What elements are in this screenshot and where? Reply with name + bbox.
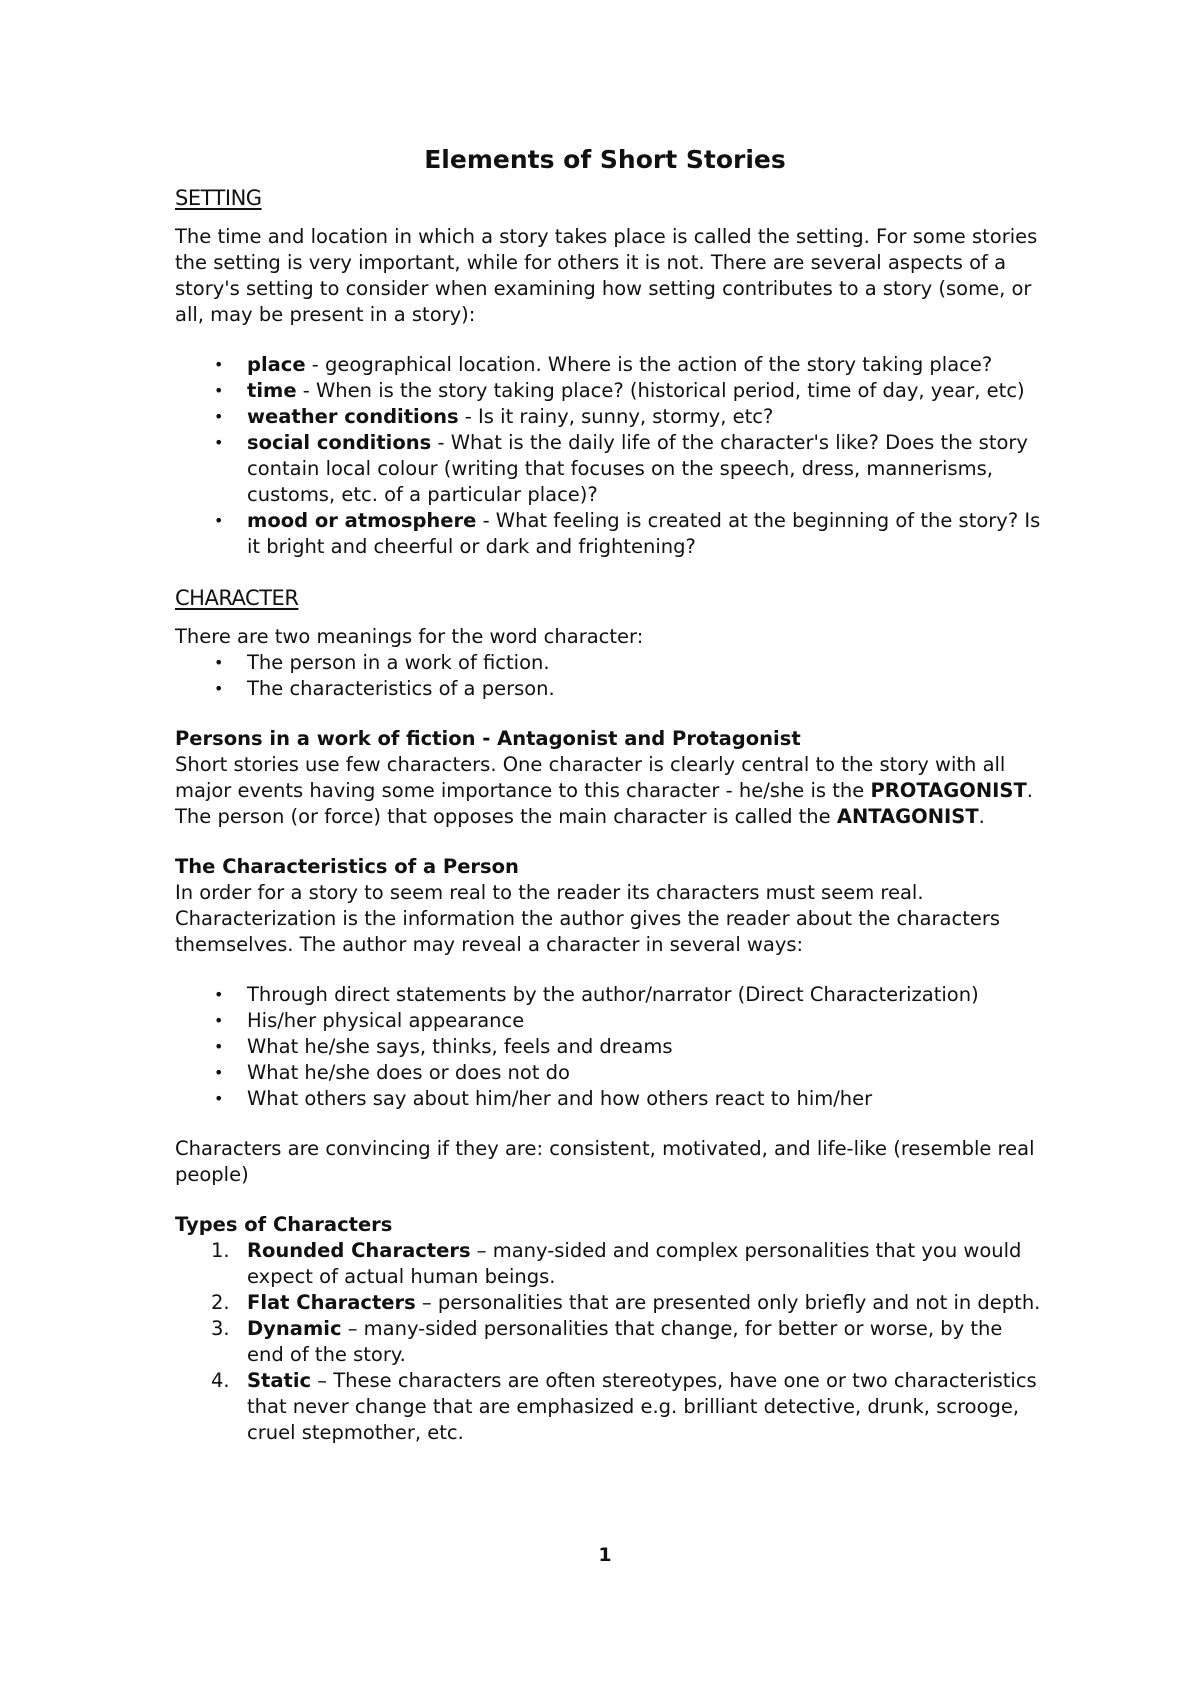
bullet-icon: • xyxy=(214,1063,224,1082)
subheading-characteristics: The Characteristics of a Person xyxy=(175,855,519,878)
list-number: 2. xyxy=(211,1291,230,1314)
aspect-desc: - Is it rainy, sunny, stormy, etc? xyxy=(458,405,774,428)
antagonist-term: ANTAGONIST xyxy=(836,805,979,828)
aspect-term: weather conditions xyxy=(247,405,459,428)
list-item: • The person in a work of fiction. xyxy=(214,651,550,674)
aspect-desc: - What is the daily life of the character's like? Does the story contain local colour (writing that focuses on the speech, dress, mannerisms, customs, etc. of a particular place)? xyxy=(247,431,1028,506)
section-heading-character: CHARACTER xyxy=(175,586,299,610)
type-desc: – many-sided personalities that change, for better or worse, by the end of the story. xyxy=(247,1317,1003,1366)
setting-aspects-list xyxy=(175,352,1045,560)
character-intro: There are two meanings for the word character: xyxy=(175,625,644,648)
list-item: • What he/she does or does not do xyxy=(214,1061,570,1084)
aspect-term: time xyxy=(247,379,297,402)
persons-paragraph: Short stories use few characters. One character is clearly central to the story with all major events having some importance to this character - he/she is the PROTAGONIST. The person (or force) that opposes the main character is called the ANTAGONIST. xyxy=(175,753,1033,828)
aspect-desc: - geographical location. Where is the action of the story taking place? xyxy=(305,353,993,376)
bullet-icon: • xyxy=(214,433,224,452)
bullet-icon: • xyxy=(214,1089,224,1108)
list-number: 3. xyxy=(211,1317,230,1340)
list-item xyxy=(214,352,1045,378)
document-body xyxy=(175,184,1045,1446)
characteristics-paragraph: In order for a story to seem real to the reader its characters must seem real. Characterization is the information the author gives the reader about the characters themselves. The author may reveal a character in several ways: xyxy=(175,881,1001,956)
characterization-ways-list xyxy=(175,982,1045,1112)
character-meanings-list xyxy=(175,650,1045,702)
type-term: Dynamic xyxy=(247,1317,342,1340)
bullet-icon: • xyxy=(214,1037,224,1056)
list-item: • Through direct statements by the author/narrator (Direct Characterization) xyxy=(214,983,979,1006)
list-item xyxy=(214,404,1045,430)
list-number: 1. xyxy=(211,1239,230,1262)
type-term: Rounded Characters xyxy=(247,1239,471,1262)
list-item xyxy=(214,378,1045,404)
aspect-term: social conditions xyxy=(247,431,432,454)
bullet-icon: • xyxy=(214,381,224,400)
list-item: • His/her physical appearance xyxy=(214,1009,525,1032)
bullet-icon: • xyxy=(214,1011,224,1030)
subheading-types: Types of Characters xyxy=(175,1213,393,1236)
type-desc: – These characters are often stereotypes, have one or two characteristics that never change that are emphasized e.g. brilliant detective, drunk, scrooge, cruel stepmother, etc. xyxy=(247,1369,1037,1444)
bullet-icon: • xyxy=(214,511,224,530)
bullet-icon: • xyxy=(214,355,224,374)
subheading-persons: Persons in a work of fiction - Antagonist and Protagonist xyxy=(175,727,801,750)
list-item xyxy=(214,508,1045,560)
bullet-icon: • xyxy=(214,985,224,1004)
character-types-list xyxy=(175,1238,1045,1446)
list-item: • The characteristics of a person. xyxy=(214,677,555,700)
type-term: Flat Characters xyxy=(247,1291,416,1314)
list-item xyxy=(211,1368,1045,1446)
aspect-desc: - When is the story taking place? (historical period, time of day, year, etc) xyxy=(296,379,1025,402)
type-term: Static xyxy=(247,1369,312,1392)
list-item: • What others say about him/her and how others react to him/her xyxy=(214,1087,873,1110)
list-item xyxy=(211,1238,1045,1290)
type-desc: – personalities that are presented only briefly and not in depth. xyxy=(415,1291,1041,1314)
type-desc: – many-sided and complex personalities that you would expect of actual human beings. xyxy=(247,1239,1022,1288)
aspect-term: mood or atmosphere xyxy=(247,509,477,532)
list-item: • What he/she says, thinks, feels and dreams xyxy=(214,1035,673,1058)
list-item xyxy=(211,1290,1045,1316)
list-number: 4. xyxy=(211,1369,230,1392)
aspect-term: place xyxy=(247,353,306,376)
document-title: Elements of Short Stories xyxy=(424,145,786,174)
convincing-paragraph: Characters are convincing if they are: consistent, motivated, and life-like (resemble real people) xyxy=(175,1137,1035,1186)
section-heading-setting: SETTING xyxy=(175,186,262,210)
protagonist-term: PROTAGONIST xyxy=(870,779,1027,802)
list-item xyxy=(211,1316,1045,1368)
bullet-icon: • xyxy=(214,653,224,672)
list-item xyxy=(214,430,1045,508)
page-number: 1 xyxy=(598,1544,612,1566)
bullet-icon: • xyxy=(214,679,224,698)
bullet-icon: • xyxy=(214,407,224,426)
aspect-desc: - What feeling is created at the beginning of the story? Is it bright and cheerful or dark and frightening? xyxy=(247,509,1041,558)
setting-intro: The time and location in which a story takes place is called the setting. For some stories the setting is very important, while for others it is not. There are several aspects of a story's setting to consider when examining how setting contributes to a story (some, or all, may be present in a story): xyxy=(175,225,1038,326)
